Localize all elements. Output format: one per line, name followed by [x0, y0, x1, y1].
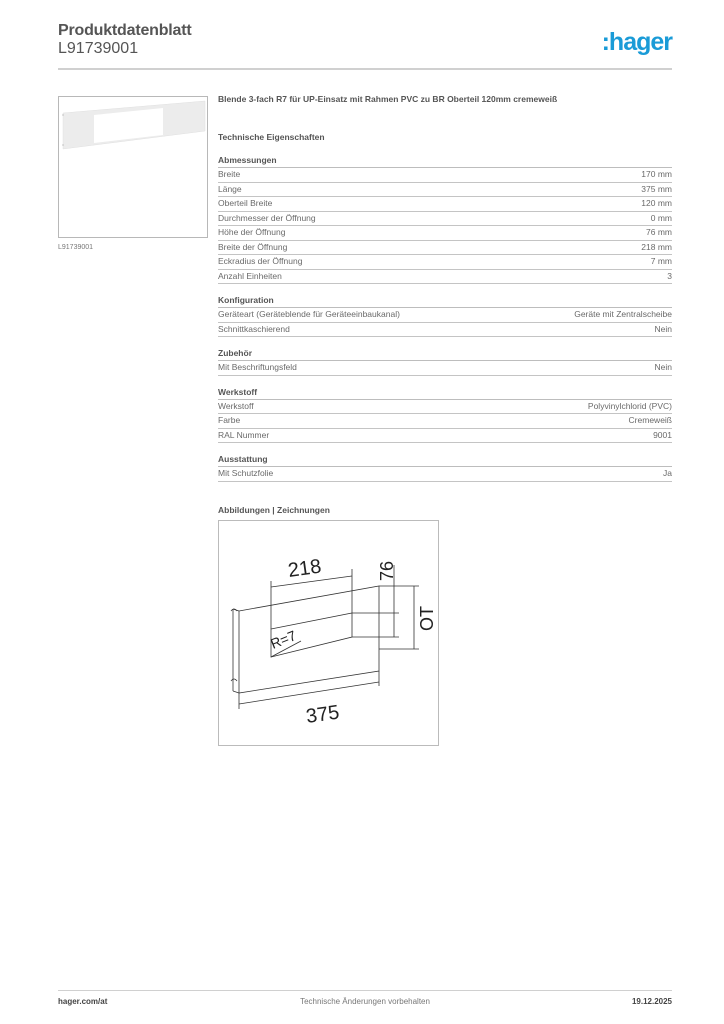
- tech-properties-heading: Technische Eigenschaften: [218, 132, 325, 142]
- row-label: Länge: [218, 183, 242, 194]
- section-accessories: [218, 347, 672, 376]
- row-value: Geräte mit Zentralscheibe: [574, 309, 672, 319]
- row-value: 170 mm: [641, 169, 672, 179]
- table-row: [218, 197, 672, 212]
- document-title: Produktdatenblatt: [58, 22, 192, 39]
- row-label: Breite: [218, 169, 241, 179]
- dim-218: 218: [286, 555, 323, 582]
- row-label: RAL Nummer: [218, 429, 270, 440]
- product-content: [218, 94, 672, 517]
- table-row: [218, 467, 672, 482]
- section-title: Abmessungen: [218, 154, 672, 168]
- section-equipment: [218, 453, 672, 482]
- table-row: [218, 270, 672, 285]
- dim-ot: OT: [417, 606, 437, 631]
- footer-date: 19.12.2025: [631, 997, 672, 1006]
- row-value: 7 mm: [650, 256, 672, 266]
- row-value: Cremeweiß: [628, 415, 672, 425]
- dim-radius: R=7: [268, 627, 299, 652]
- dim-375: 375: [304, 701, 341, 728]
- table-row: [218, 212, 672, 227]
- row-label: Eckradius der Öffnung: [218, 256, 303, 266]
- row-value: Nein: [654, 323, 672, 334]
- row-label: Anzahl Einheiten: [218, 270, 282, 281]
- product-description: Blende 3-fach R7 für UP-Einsatz mit Rahmen PVC zu BR Oberteil 120mm cremeweiß: [218, 94, 558, 104]
- row-value: Polyvinylchlorid (PVC): [587, 400, 672, 411]
- row-value: Nein: [654, 362, 672, 372]
- table-row: [218, 183, 672, 198]
- row-label: Oberteil Breite: [218, 198, 273, 208]
- table-row: [218, 429, 672, 444]
- page-header: [58, 20, 672, 70]
- row-label: Höhe der Öffnung: [218, 227, 286, 237]
- table-row: [218, 168, 672, 183]
- footer-website-link[interactable]: hager.com/at: [58, 997, 108, 1006]
- dimension-drawing-icon: [219, 521, 438, 745]
- footer-notice: Technische Änderungen vorbehalten: [300, 997, 430, 1006]
- table-row: [218, 361, 672, 376]
- images-heading: Abbildungen | Zeichnungen: [218, 504, 330, 515]
- page-footer: [58, 997, 672, 1009]
- row-value: Ja: [663, 468, 672, 478]
- table-row: [218, 400, 672, 415]
- row-label: Durchmesser der Öffnung: [218, 212, 316, 223]
- section-title: Werkstoff: [218, 386, 672, 400]
- table-row: [218, 323, 672, 338]
- technical-drawing: [218, 520, 439, 746]
- header-divider: [58, 68, 672, 70]
- product-thumbnail: [58, 96, 208, 238]
- row-label: Mit Schutzfolie: [218, 468, 274, 478]
- row-label: Breite der Öffnung: [218, 241, 288, 252]
- section-title: Ausstattung: [218, 453, 672, 467]
- row-label: Mit Beschriftungsfeld: [218, 362, 297, 372]
- thumbnail-caption: L91739001: [58, 244, 94, 251]
- row-value: 76 mm: [646, 227, 672, 237]
- row-label: Schnittkaschierend: [218, 323, 290, 334]
- row-value: 218 mm: [641, 241, 672, 252]
- table-row: [218, 414, 672, 429]
- table-row: [218, 226, 672, 241]
- section-title: Konfiguration: [218, 294, 672, 308]
- row-label: Farbe: [218, 415, 241, 425]
- row-value: 0 mm: [650, 212, 672, 223]
- footer-divider: [58, 990, 672, 991]
- hager-logo: :hager: [601, 28, 672, 56]
- table-row: [218, 241, 672, 256]
- row-value: 120 mm: [641, 198, 672, 208]
- row-label: Geräteart (Geräteblende für Geräteeinbaukanal): [218, 309, 400, 319]
- section-title: Zubehör: [218, 347, 672, 361]
- row-value: 9001: [653, 429, 672, 440]
- product-image-icon: [59, 97, 207, 237]
- product-number: L91739001: [58, 40, 139, 57]
- row-value: 3: [667, 270, 672, 281]
- table-row: [218, 255, 672, 270]
- table-row: [218, 308, 672, 323]
- row-label: Werkstoff: [218, 400, 254, 411]
- dim-76: 76: [377, 560, 397, 581]
- row-value: 375 mm: [641, 183, 672, 194]
- section-dimensions: [218, 154, 672, 284]
- section-configuration: [218, 294, 672, 337]
- section-material: [218, 386, 672, 444]
